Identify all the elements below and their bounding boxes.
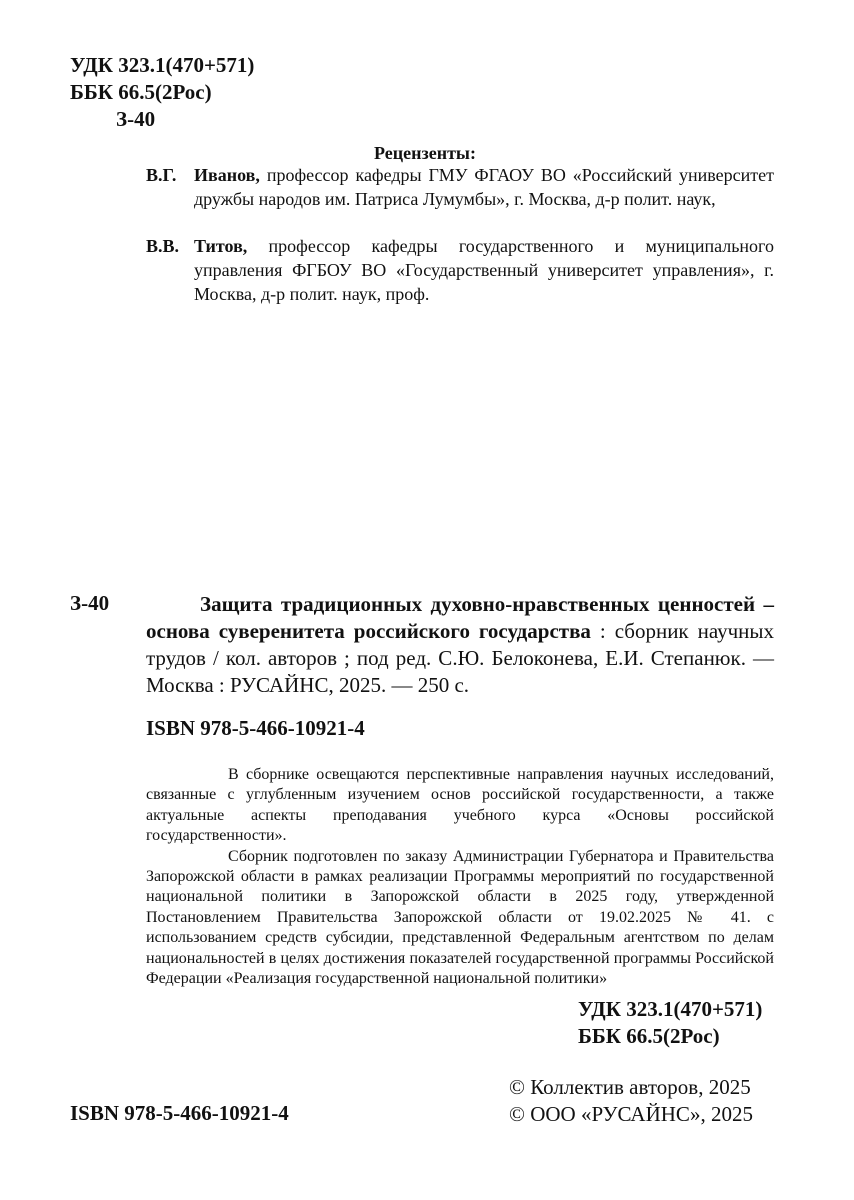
reviewer-text: профессор кафедры государственного и муниципального управления ФГБОУ ВО «Государственный университет управления», г. Москва, д-р полит. наук, проф. [194,236,774,304]
reviewer-description [194,234,774,306]
copyright-block [509,1074,753,1128]
record-author-mark: З-40 [70,591,110,615]
reviewer-surname: Титов, [194,236,248,256]
book-details: : сборник научных трудов / кол. авторов ; под ред. С.Ю. Белоконева, Е.И. Степанюк. — Москва : РУСАЙНС, 2025. — 250 с. [146,619,774,697]
bbk-code: ББК 66.5(2Рос) [70,80,212,104]
annotation-paragraph: В сборнике освещаются перспективные направления научных исследований, связанные с углубленным изучением основ российской государственности, а также актуальные аспекты преподавания учебного курса «Основы российской государственности». [146,766,774,845]
bibliographic-record [146,591,774,699]
reviewer-surname: Иванов, [194,165,260,185]
footer-isbn: ISBN 978-5-466-10921-4 [70,1101,289,1125]
author-mark: З-40 [116,107,156,131]
copyright-publisher: © ООО «РУСАЙНС», 2025 [509,1102,753,1126]
copyright-authors: © Коллектив авторов, 2025 [509,1075,751,1099]
annotation-paragraph: Сборник подготовлен по заказу Администрации Губернатора и Правительства Запорожской области в рамках реализации Программы мероприятий по государственной национальной политики в Запорожской области в 2025 году, утвержденной Постановлением Правительства Запорожской области от 19.02.2025 № 41. с использованием средств субсидии, представленной Федеральным агентством по делам национальностей в целях достижения показателей государственной программы Российской Федерации «Реализация государственной национальной политики» [146,847,774,988]
reviewer-description [194,163,774,211]
reviewer-initials: В.Г. [146,165,177,185]
reviewer-initials: В.В. [146,236,180,256]
reviewers-heading [0,143,854,164]
reviewer-entry [146,163,774,211]
udk-code: УДК 323.1(470+571) [70,53,255,77]
footer-bbk-code: ББК 66.5(2Рос) [578,1024,720,1048]
footer-classification-codes [578,996,762,1050]
footer-udk-code: УДК 323.1(470+571) [578,997,763,1021]
isbn-record: ISBN 978-5-466-10921-4 [146,716,365,740]
reviewer-text: профессор кафедры ГМУ ФГАОУ ВО «Российский университет дружбы народов им. Патриса Лумумбы», г. Москва, д-р полит. наук, [194,165,774,209]
annotation [146,765,774,989]
classification-codes [70,52,254,133]
book-title: Защита традиционных духовно-нравственных ценностей – основа суверенитета российского государства [146,592,774,643]
reviewers-heading-text: Рецензенты: [374,143,476,163]
reviewer-entry [146,234,774,306]
